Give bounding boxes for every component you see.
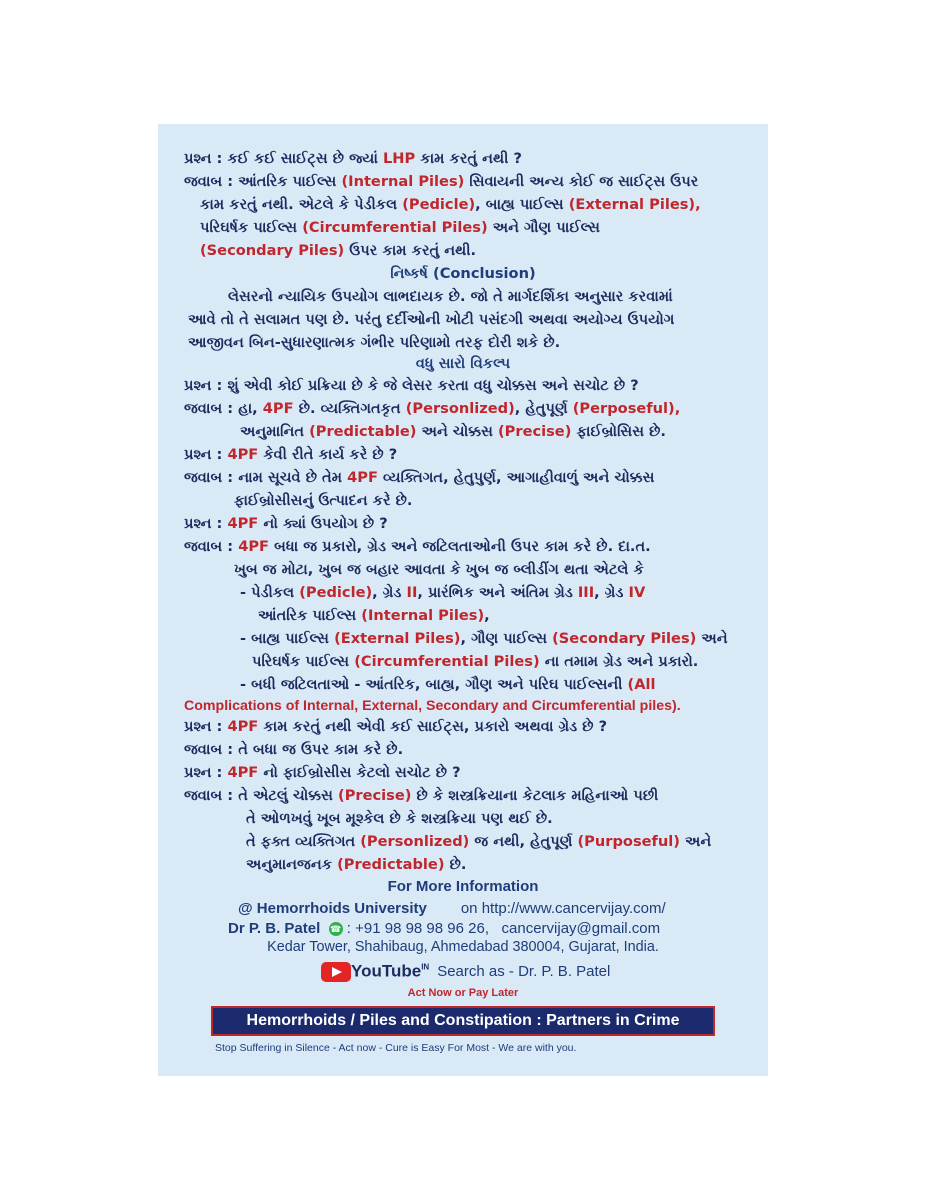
text: 4PF: [347, 469, 378, 486]
text: પ્રશ્ન :: [184, 515, 228, 532]
text: પ્રશ્ન :: [184, 764, 228, 781]
youtube-wordmark: YouTube: [351, 961, 422, 981]
text: ,: [484, 607, 490, 624]
answer-where: [184, 537, 651, 557]
act-now-text: Act Now or Pay Later: [407, 987, 519, 999]
bullet-complications: [240, 675, 656, 695]
whatsapp-icon: ☎: [330, 924, 342, 935]
text: ના તમામ ગ્રેડ અને પ્રકારો.: [539, 653, 699, 670]
question-not-work: [184, 717, 607, 737]
text: , ગૌણ પાઈલ્સ: [460, 630, 553, 647]
text: આંતરિક પાઈલ્સ: [258, 607, 362, 624]
youtube-icon: [321, 962, 351, 982]
more-info-heading: For More Information: [387, 878, 539, 895]
answer-precise-line: [246, 855, 466, 875]
text: ફાઈબ્રોસિસ છે.: [571, 423, 666, 440]
text: (External Piles),: [568, 196, 701, 213]
text: - પેડીકલ: [240, 584, 300, 601]
text: અનુમાનજનક: [246, 856, 338, 873]
text: વધુ સારો વિકલ્પ: [415, 355, 511, 372]
answer-lhp-line: [200, 241, 476, 261]
text: અને ચોક્કસ: [416, 423, 498, 440]
text: નિષ્કર્ષ: [390, 265, 434, 282]
bullet-pedicle: [240, 583, 645, 603]
text: નો ક્યાં ઉપયોગ છે ?: [258, 515, 388, 532]
text: પરિઘર્ષક પાઈલ્સ: [252, 653, 355, 670]
phone-number[interactable]: : +91 98 98 98 96 26,: [346, 920, 489, 937]
text: (Internal Piles): [361, 607, 485, 624]
answer-lhp-line: [200, 218, 600, 238]
text: પ્રશ્ન :: [184, 446, 228, 463]
partners-banner: Hemorrhoids / Piles and Constipation : Partners in Crime: [211, 1006, 715, 1036]
text: નો ફાઈબ્રોસીસ કેટલો સચોટ છે ?: [258, 764, 461, 781]
conclusion-heading: [158, 264, 768, 284]
answer-precise-line: [246, 832, 711, 852]
text: તે ફક્ત વ્યક્તિગત: [246, 833, 361, 850]
answer-lhp-line: [200, 195, 701, 215]
text: 4PF: [227, 446, 259, 463]
text: (External Piles): [334, 630, 461, 647]
text: અનુમાનિત: [240, 423, 310, 440]
text: (Personlized): [360, 833, 470, 850]
youtube-line: [321, 961, 610, 982]
question-how: [184, 445, 397, 465]
text: જવાબ : નામ સૂચવે છે તેમ: [184, 469, 348, 486]
bullet-complications-line: Complications of Internal, External, Secondary and Circumferential piles).: [184, 698, 681, 714]
text: , બાહ્ય પાઈલ્સ: [475, 196, 569, 213]
text: (Internal Piles): [341, 173, 465, 190]
text: , ગ્રેડ: [372, 584, 407, 601]
conclusion-text: આજીવન બિન-સુધારણાત્મક ગંભીર પરિણામો તરફ દોરી શકે છે.: [188, 334, 561, 351]
answer-not-work: જવાબ : તે બધા જ ઉપર કામ કરે છે.: [184, 741, 404, 758]
email-link[interactable]: cancervijay@gmail.com: [501, 920, 661, 937]
question-precise: [184, 763, 461, 783]
website-link[interactable]: on http://www.cancervijay.com/: [460, 900, 666, 917]
text: (Purposeful): [577, 833, 680, 850]
text: અને: [696, 630, 728, 647]
question-better: પ્રશ્ન : શું એવી કોઈ પ્રક્રિયા છે કે જે લેસર કરતા વધુ ચોક્કસ અને સચોટ છે ?: [184, 377, 639, 394]
text: પરિઘર્ષક પાઈલ્સ: [200, 219, 303, 236]
text: LHP: [382, 150, 416, 167]
text: (Predictable): [337, 856, 445, 873]
text: (Predictable): [309, 423, 417, 440]
conclusion-text: લેસરનો ન્યાયિક ઉપયોગ લાભદાયક છે. જો તે માર્ગદર્શિકા અનુસાર કરવામાં: [228, 288, 673, 305]
text: II: [406, 584, 418, 601]
bullet-external: [240, 629, 728, 649]
text: (Pedicle): [402, 196, 476, 213]
text: (Circumferential Piles): [354, 653, 540, 670]
text: , ગ્રેડ: [594, 584, 629, 601]
text: (Personlized): [405, 400, 515, 417]
address: Kedar Tower, Shahibaug, Ahmedabad 380004, Gujarat, India.: [267, 939, 659, 955]
text: ઉપર કામ કરતું નથી.: [344, 242, 477, 259]
text: (Circumferential Piles): [302, 219, 488, 236]
university-name: @ Hemorrhoids University: [238, 900, 427, 917]
answer-how: [184, 468, 654, 488]
conclusion-text: આવે તો તે સલામત પણ છે. પરંતુ દર્દીઓની ખોટી પસંદગી અથવા અયોગ્ય ઉપયોગ: [188, 311, 675, 328]
question-where: [184, 514, 388, 534]
answer-how-line: ફાઈબ્રોસીસનું ઉત્પાદન કરે છે.: [234, 492, 413, 509]
answer-precise: [184, 786, 658, 806]
text: (Pedicle): [299, 584, 373, 601]
text: કેવી રીતે કાર્ય કરે છે ?: [258, 446, 398, 463]
contact-line: [228, 920, 660, 937]
answer-better: [184, 399, 680, 419]
text: III: [577, 584, 595, 601]
text: પ્રશ્ન : કઈ કઈ સાઈટ્સ છે જ્યાં: [184, 150, 383, 167]
text: જ નથી, હેતુપૂર્ણ: [469, 833, 578, 850]
bullet-external-line: [252, 652, 698, 672]
question-lhp: [184, 149, 522, 169]
text: વ્યક્તિગત, હેતુપુર્ણ, આગાહીવાળું અને ચોક્કસ: [377, 469, 655, 486]
text: 4PF: [227, 764, 259, 781]
bullet-pedicle-line: [258, 606, 490, 626]
text: (All: [627, 676, 656, 693]
text: સિવાયની અન્ય કોઈ જ સાઈટ્સ ઉપર: [464, 173, 699, 190]
text: જવાબ : આંતરિક પાઈલ્સ: [184, 173, 342, 190]
text: - બધી જટિલતાઓ - આંતરિક, બાહ્ય, ગૌણ અને પરિઘ પાઈલ્સની: [240, 676, 628, 693]
text: કામ કરતું નથી. એટલે કે પેડીકલ: [200, 196, 403, 213]
text: , પ્રારંભિક અને અંતિમ ગ્રેડ: [417, 584, 578, 601]
text: (Conclusion): [433, 265, 536, 282]
youtube-region: IN: [421, 962, 430, 972]
tagline: Stop Suffering in Silence - Act now - Cure is Easy For Most - We are with you.: [215, 1042, 577, 1054]
text: (Perposeful),: [572, 400, 681, 417]
text: અને ગૌણ પાઈલ્સ: [487, 219, 600, 236]
text: 4PF: [227, 515, 259, 532]
doctor-name: Dr P. B. Patel: [228, 920, 321, 937]
better-option-heading: [158, 354, 768, 374]
text: છે કે શસ્ત્રક્રિયાના કેટલાક મહિનાઓ પછી: [411, 787, 659, 804]
answer-precise-line: તે ઓળખવું ખૂબ મૂશ્કેલ છે કે શસ્ત્રક્રિયા પણ થઈ છે.: [246, 810, 553, 827]
text: કામ કરતું નથી એવી કઈ સાઈટ્સ, પ્રકારો અથવા ગ્રેડ છે ?: [258, 718, 608, 735]
info-card: [158, 124, 768, 1076]
text: 4PF: [238, 538, 270, 555]
text: અને: [679, 833, 712, 850]
text: (Precise): [498, 423, 572, 440]
text: , હેતુપૂર્ણ: [514, 400, 573, 417]
text: (Precise): [338, 787, 412, 804]
text: - બાહ્ય પાઈલ્સ: [240, 630, 335, 647]
text: જવાબ : હા,: [184, 400, 263, 417]
text: કામ કરતું નથી ?: [415, 150, 522, 167]
text: પ્રશ્ન :: [184, 718, 228, 735]
text: છે.: [444, 856, 467, 873]
text: (Secondary Piles): [552, 630, 697, 647]
text: જવાબ :: [184, 538, 239, 555]
text: IV: [628, 584, 646, 601]
answer-where-line: ખુબ જ મોટા, ખુબ જ બહાર આવતા કે ખુબ જ બ્લીડીંગ થતા એટલે કે: [234, 561, 644, 578]
answer-lhp: [184, 172, 698, 192]
youtube-search-text: Search as - Dr. P. B. Patel: [437, 963, 611, 980]
text: જવાબ : તે એટલું ચોક્કસ: [184, 787, 339, 804]
text: બધા જ પ્રકારો, ગ્રેડ અને જટિલતાઓની ઉપર કામ કરે છે. દા.ત.: [269, 538, 651, 555]
text: 4PF: [227, 718, 259, 735]
university-line: [238, 900, 666, 917]
text: છે. વ્યક્તિગતકૃત: [293, 400, 406, 417]
answer-better-line: [240, 422, 666, 442]
text: 4PF: [262, 400, 294, 417]
text: (Secondary Piles): [200, 242, 345, 259]
